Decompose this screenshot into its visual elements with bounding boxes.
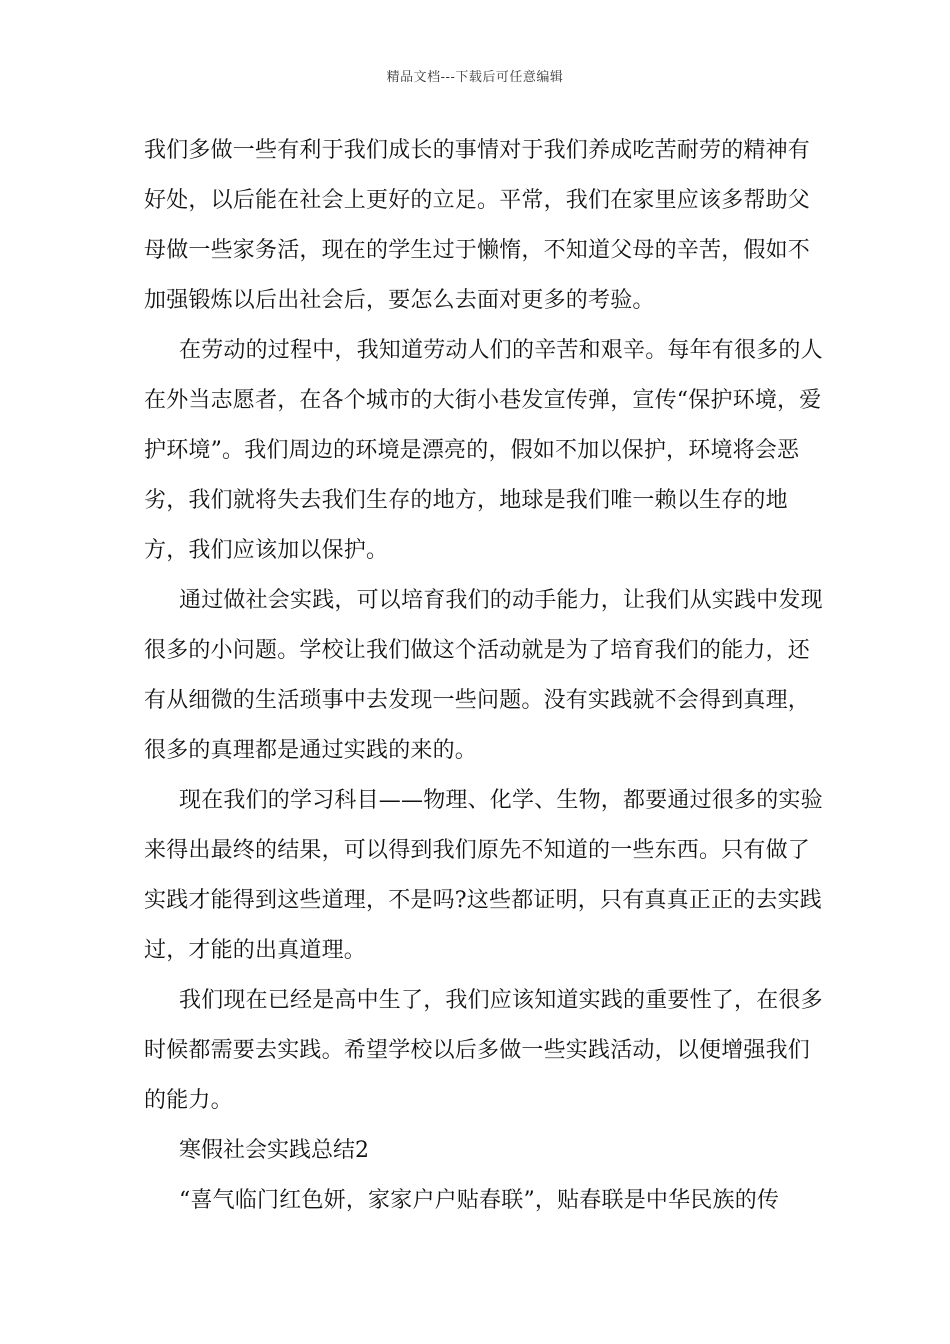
page-header: 精品文档---下载后可任意编辑 xyxy=(386,70,564,85)
paragraph-1: 我们多做一些有利于我们成长的事情对于我们养成吃苦耐劳的精神有好处，以后能在社会上更好的立足。平常，我们在家里应该多帮助父母做一些家务活，现在的学生过于懒惰，不知道父母的辛苦，假如不加强锻炼以后出社会后，要怎么去面对更多的考验。 xyxy=(144,138,811,313)
paragraph-2: 在劳动的过程中，我知道劳动人们的辛苦和艰辛。每年有很多的人在外当志愿者，在各个城市的大街小巷发宣传弹，宣传“保护环境，爱护环境”。我们周边的环境是漂亮的，假如不加以保护，环境将会恶劣，我们就将失去我们生存的地方，地球是我们唯一赖以生存的地方，我们应该加以保护。 xyxy=(144,338,823,563)
document-body xyxy=(144,126,824,1226)
paragraph-4: 现在我们的学习科目——物理、化学、生物，都要通过很多的实验来得出最终的结果，可以得到我们原先不知道的一些东西。只有做了实践才能得到这些道理，不是吗?这些都证明，只有真真正正的去实践过，才能的出真道理。 xyxy=(144,788,823,963)
section-title: 寒假社会实践总结2 xyxy=(179,1138,369,1163)
paragraph-3: 通过做社会实践，可以培育我们的动手能力，让我们从实践中发现很多的小问题。学校让我们做这个活动就是为了培育我们的能力，还有从细微的生活琐事中去发现一些问题。没有实践就不会得到真理，很多的真理都是通过实践的来的。 xyxy=(144,588,823,763)
paragraph-5: 我们现在已经是高中生了，我们应该知道实践的重要性了，在很多时候都需要去实践。希望学校以后多做一些实践活动，以便增强我们的能力。 xyxy=(144,988,823,1113)
paragraph-6: “喜气临门红色妍，家家户户贴春联”，贴春联是中华民族的传 xyxy=(179,1188,780,1213)
